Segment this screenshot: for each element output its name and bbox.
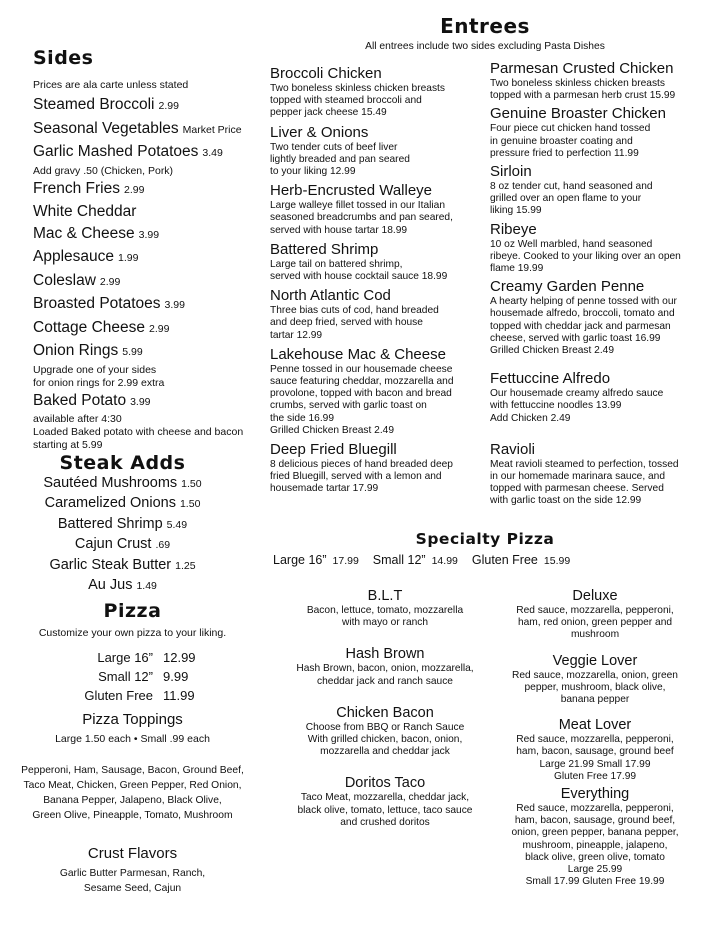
- entree-item: [270, 346, 485, 437]
- sides-list: [33, 94, 263, 452]
- entree-name: Broccoli Chicken: [270, 65, 382, 82]
- steak-add-price: 1.50: [179, 498, 201, 511]
- specialty-pizza-description: Red sauce, mozzarella, pepperoni, ham, red onion, green pepper and mushroom: [516, 605, 674, 641]
- side-item-name: Seasonal Vegetables: [33, 119, 179, 137]
- entree-description: Two boneless skinless chicken breasts topped with steamed broccoli and pepper jack cheese 15.49: [270, 83, 445, 119]
- specialty-size: [373, 553, 458, 567]
- entree-item: [270, 65, 485, 120]
- side-item-name: Garlic Mashed Potatoes: [33, 143, 199, 160]
- specialty-size-label: Large 16”: [273, 553, 327, 567]
- entree-name: Deep Fried Bluegill: [270, 441, 397, 459]
- steak-add-price: 1.50: [181, 478, 202, 490]
- specialty-pizza-item: [480, 785, 710, 888]
- entree-description: Large walleye fillet tossed in our Italian seasoned breadcrumbs and pan seared, served with house tartar 18.99: [270, 200, 453, 236]
- steak-add-item: [0, 556, 245, 576]
- steak-add-item: [0, 515, 245, 535]
- entree-name: North Atlantic Cod: [270, 287, 391, 305]
- entree-name: Sirloin: [490, 163, 532, 181]
- steak-add-name: Cajun Crust: [74, 536, 152, 553]
- entree-name: Parmesan Crusted Chicken: [490, 60, 674, 77]
- entree-addon: Add Chicken 2.49: [490, 412, 571, 424]
- specialty-pizza-description: Red sauce, mozzarella, pepperoni, ham, bacon, sausage, ground beef Large 21.99 Small 17.99 Gluten Free 17.99: [516, 734, 674, 782]
- side-item: [33, 413, 263, 426]
- steak-add-price: 5.49: [166, 518, 188, 531]
- specialty-pizza-description: Hash Brown, bacon, onion, mozzarella, cheddar jack and ranch sauce: [296, 663, 474, 687]
- entree-item: [270, 182, 485, 237]
- side-item-name: available after 4:30: [33, 413, 122, 425]
- pizza-note: Customize your own pizza to your liking.: [38, 627, 227, 639]
- side-item: [33, 270, 263, 294]
- side-item: [33, 178, 263, 202]
- steak-add-name: Garlic Steak Butter: [49, 556, 172, 573]
- pizza-toppings-price: Large 1.50 each • Small .99 each: [55, 733, 210, 745]
- side-item: [33, 118, 263, 142]
- side-item-price: 5.99: [122, 346, 143, 358]
- side-item: [33, 246, 263, 270]
- steak-adds-list: [0, 474, 245, 596]
- side-item-name: Upgrade one of your sides: [33, 363, 157, 376]
- entree-addon: Grilled Chicken Breast 2.49: [490, 345, 615, 357]
- specialty-size: [472, 553, 570, 567]
- entree-description: Meat ravioli steamed to perfection, tossed in our homemade marinara sauce, and topped with parmesan cheese. Served with garlic toast on the side 12.99: [490, 458, 679, 507]
- specialty-pizza-name: B.L.T: [367, 588, 403, 604]
- specialty-pizza-name: Everything: [560, 786, 630, 803]
- entree-name: Liver & Onions: [270, 123, 369, 141]
- side-item: [33, 201, 263, 223]
- specialty-size: [273, 553, 359, 567]
- side-item: [33, 317, 263, 341]
- specialty-pizza-item: [270, 774, 500, 829]
- entree-name: Ravioli: [490, 440, 536, 458]
- side-item-price: 3.99: [138, 228, 160, 241]
- side-item-name: Applesauce: [33, 248, 115, 265]
- side-item-price: 1.99: [118, 252, 139, 264]
- side-item-name: for onion rings for 2.99 extra: [33, 376, 165, 389]
- entree-item: [490, 105, 715, 160]
- entree-item: [490, 221, 715, 276]
- side-item: [33, 426, 263, 439]
- specialty-pizza-description: Red sauce, mozzarella, onion, green pepper, mushroom, black olive, banana pepper: [512, 669, 678, 706]
- entree-description: 10 oz Well marbled, hand seasoned ribeye. Cooked to your liking over an open flame 19.99: [490, 238, 681, 275]
- side-item: [33, 165, 263, 178]
- specialty-pizza-description: Choose from BBQ or Ranch Sauce With grilled chicken, bacon, onion, mozzarella and cheddar jack: [305, 721, 465, 758]
- specialty-pizza-name: Deluxe: [572, 588, 618, 604]
- pizza-title: Pizza: [103, 600, 162, 622]
- entree-description: Two tender cuts of beef liver lightly breaded and pan seared to your liking 12.99: [270, 141, 410, 178]
- side-item-name: Onion Rings: [33, 342, 119, 359]
- sides-title: Sides: [33, 47, 94, 69]
- entree-description: A hearty helping of penne tossed with our housemade alfredo, broccoli, tomato and topped with cheddar jack and parmesan cheese, served with garlic toast 16.99: [490, 296, 677, 344]
- pizza-sizes: [75, 648, 235, 705]
- side-item-price: 3.49: [202, 147, 223, 159]
- entree-item: [490, 278, 715, 357]
- specialty-left-column: [270, 587, 500, 839]
- entree-item: [270, 241, 485, 283]
- entree-item: [490, 60, 715, 102]
- entree-description: Our housemade creamy alfredo sauce with fettuccine noodles 13.99: [490, 388, 664, 412]
- entree-name: Battered Shrimp: [270, 240, 379, 258]
- side-item-price: Market Price: [182, 123, 242, 136]
- side-item-name: Cottage Cheese: [33, 318, 146, 336]
- entree-item: [490, 370, 715, 425]
- steak-add-item: [0, 535, 245, 555]
- pizza-size-label: Gluten Free: [84, 688, 153, 703]
- pizza-toppings-title: Pizza Toppings: [82, 711, 183, 728]
- side-item-name: French Fries: [33, 179, 120, 197]
- side-item-price: 3.99: [164, 299, 185, 311]
- specialty-size-label: Gluten Free: [471, 553, 538, 567]
- side-item: [33, 377, 263, 390]
- side-item: [33, 340, 263, 364]
- entrees-right-column: [490, 60, 715, 512]
- entree-name: Lakehouse Mac & Cheese: [270, 345, 446, 363]
- specialty-pizza-name: Chicken Bacon: [336, 704, 434, 721]
- pizza-size-row: [75, 667, 235, 686]
- specialty-pizza-item: [270, 587, 500, 629]
- steak-add-name: Sautéed Mushrooms: [43, 475, 178, 491]
- steak-adds-title: Steak Adds: [59, 452, 186, 474]
- entree-name: Genuine Broaster Chicken: [490, 105, 666, 123]
- entree-name: Ribeye: [490, 220, 537, 238]
- specialty-size-label: Small 12”: [372, 553, 426, 567]
- entrees-title: Entrees: [440, 14, 530, 38]
- entree-description: 8 delicious pieces of hand breaded deep fried Bluegill, served with a lemon and housemade tartar 17.99: [270, 459, 453, 495]
- entree-name: Herb-Encrusted Walleye: [270, 182, 433, 200]
- specialty-pizza-description: Red sauce, mozzarella, pepperoni, ham, bacon, sausage, ground beef, onion, green pepper, banana pepper, mushroom, pineapple, jalapeno, black olive, green olive, tomato Large 25.99 Small 17.99 Gluten Free 19.99: [511, 803, 679, 888]
- specialty-size-price: 14.99: [431, 555, 458, 567]
- side-item-name: Loaded Baked potato with cheese and bacon: [33, 426, 244, 438]
- entree-item: [270, 441, 485, 496]
- pizza-size-price: 12.99: [163, 650, 196, 665]
- entree-item: [270, 287, 485, 342]
- specialty-pizza-item: [480, 587, 710, 642]
- pizza-size-price: 9.99: [163, 669, 189, 684]
- specialty-pizza-description: Bacon, lettuce, tomato, mozzarella with mayo or ranch: [306, 605, 464, 629]
- crust-flavors-list: Garlic Butter Parmesan, Ranch, Sesame Seed, Cajun: [59, 868, 206, 894]
- side-item-price: 3.99: [130, 395, 151, 408]
- entree-description: 8 oz tender cut, hand seasoned and grilled over an open flame to your liking 15.99: [490, 181, 653, 217]
- specialty-sizes: [273, 553, 713, 567]
- side-item-name: starting at 5.99: [33, 439, 103, 451]
- sides-note: Prices are ala carte unless stated: [33, 79, 189, 91]
- steak-add-name: Caramelized Onions: [44, 495, 176, 512]
- side-item-name: Baked Potato: [33, 391, 127, 409]
- specialty-pizza-item: [480, 716, 710, 783]
- entree-name: Fettuccine Alfredo: [490, 370, 611, 388]
- side-item-name: Mac & Cheese: [33, 224, 135, 242]
- entree-item: [490, 163, 715, 218]
- steak-add-name: Battered Shrimp: [57, 515, 163, 532]
- side-item-name: Steamed Broccoli: [33, 96, 155, 113]
- specialty-pizza-name: Doritos Taco: [344, 775, 426, 792]
- side-item-name: Broasted Potatoes: [33, 295, 161, 312]
- side-item-name: Coleslaw: [33, 271, 96, 289]
- side-item: [33, 293, 263, 317]
- specialty-pizza-item: [270, 704, 500, 759]
- pizza-size-label: Large 16”: [97, 650, 153, 665]
- entree-addon: Grilled Chicken Breast 2.49: [270, 424, 395, 436]
- entree-item: [270, 124, 485, 179]
- side-item-name: Add gravy .50 (Chicken, Pork): [33, 164, 174, 177]
- side-item-price: 2.99: [124, 183, 145, 196]
- entrees-left-column: [270, 65, 485, 500]
- specialty-size-price: 17.99: [332, 555, 359, 567]
- side-item: [33, 141, 263, 165]
- specialty-size-price: 15.99: [543, 555, 571, 567]
- specialty-pizza-name: Meat Lover: [558, 717, 632, 734]
- specialty-right-column: [480, 587, 710, 890]
- specialty-pizza-item: [270, 645, 500, 687]
- entree-item: [490, 441, 715, 508]
- entree-description: Penne tossed in our housemade cheese sauce featuring cheddar, mozzarella and provolone, topped with bacon and bread crumbs, served with garlic toast on the side 16.99: [270, 363, 454, 424]
- steak-add-price: 1.25: [175, 559, 196, 572]
- steak-add-price: .69: [155, 539, 171, 552]
- entree-name: Creamy Garden Penne: [490, 278, 645, 296]
- side-item: [33, 439, 263, 452]
- side-item-price: 2.99: [158, 100, 179, 112]
- entree-description: Two boneless skinless chicken breasts topped with a parmesan herb crust 15.99: [490, 78, 676, 102]
- entrees-note: All entrees include two sides excluding Pasta Dishes: [365, 41, 605, 52]
- side-item: [33, 94, 263, 118]
- pizza-size-price: 11.99: [163, 688, 195, 703]
- steak-add-item: [0, 474, 245, 494]
- pizza-toppings-list: Pepperoni, Ham, Sausage, Bacon, Ground Beef, Taco Meat, Chicken, Green Pepper, Red Onion, Banana Pepper, Jalapeno, Black Olive, Green Olive, Pineapple, Tomato, Mushroom: [21, 765, 244, 821]
- steak-add-price: 1.49: [136, 580, 157, 593]
- specialty-pizza-item: [480, 652, 710, 707]
- entree-description: Large tail on battered shrimp, served with house cocktail sauce 18.99: [270, 258, 448, 283]
- side-item: [33, 223, 263, 247]
- pizza-size-row: [75, 648, 235, 667]
- steak-add-item: [0, 494, 245, 514]
- entree-description: Four piece cut chicken hand tossed in genuine broaster coating and pressure fried to perfection 11.99: [490, 123, 651, 159]
- side-item-name: White Cheddar: [33, 203, 137, 220]
- side-item-price: 2.99: [149, 322, 170, 335]
- side-item-price: 2.99: [99, 275, 121, 288]
- specialty-pizza-description: Taco Meat, mozzarella, cheddar jack, black olive, tomato, lettuce, taco sauce and crushed doritos: [297, 792, 473, 828]
- specialty-pizza-name: Veggie Lover: [552, 652, 638, 669]
- steak-add-name: Au Jus: [88, 577, 133, 594]
- specialty-pizza-title: Specialty Pizza: [415, 530, 555, 548]
- side-item: [33, 390, 263, 414]
- pizza-size-label: Small 12”: [98, 669, 153, 684]
- entree-description: Three bias cuts of cod, hand breaded and deep fried, served with house tartar 12.99: [270, 305, 439, 341]
- side-item: [33, 364, 263, 377]
- crust-flavors-title: Crust Flavors: [87, 845, 178, 862]
- specialty-pizza-name: Hash Brown: [345, 646, 425, 663]
- steak-add-item: [0, 576, 245, 596]
- pizza-size-row: [75, 686, 235, 705]
